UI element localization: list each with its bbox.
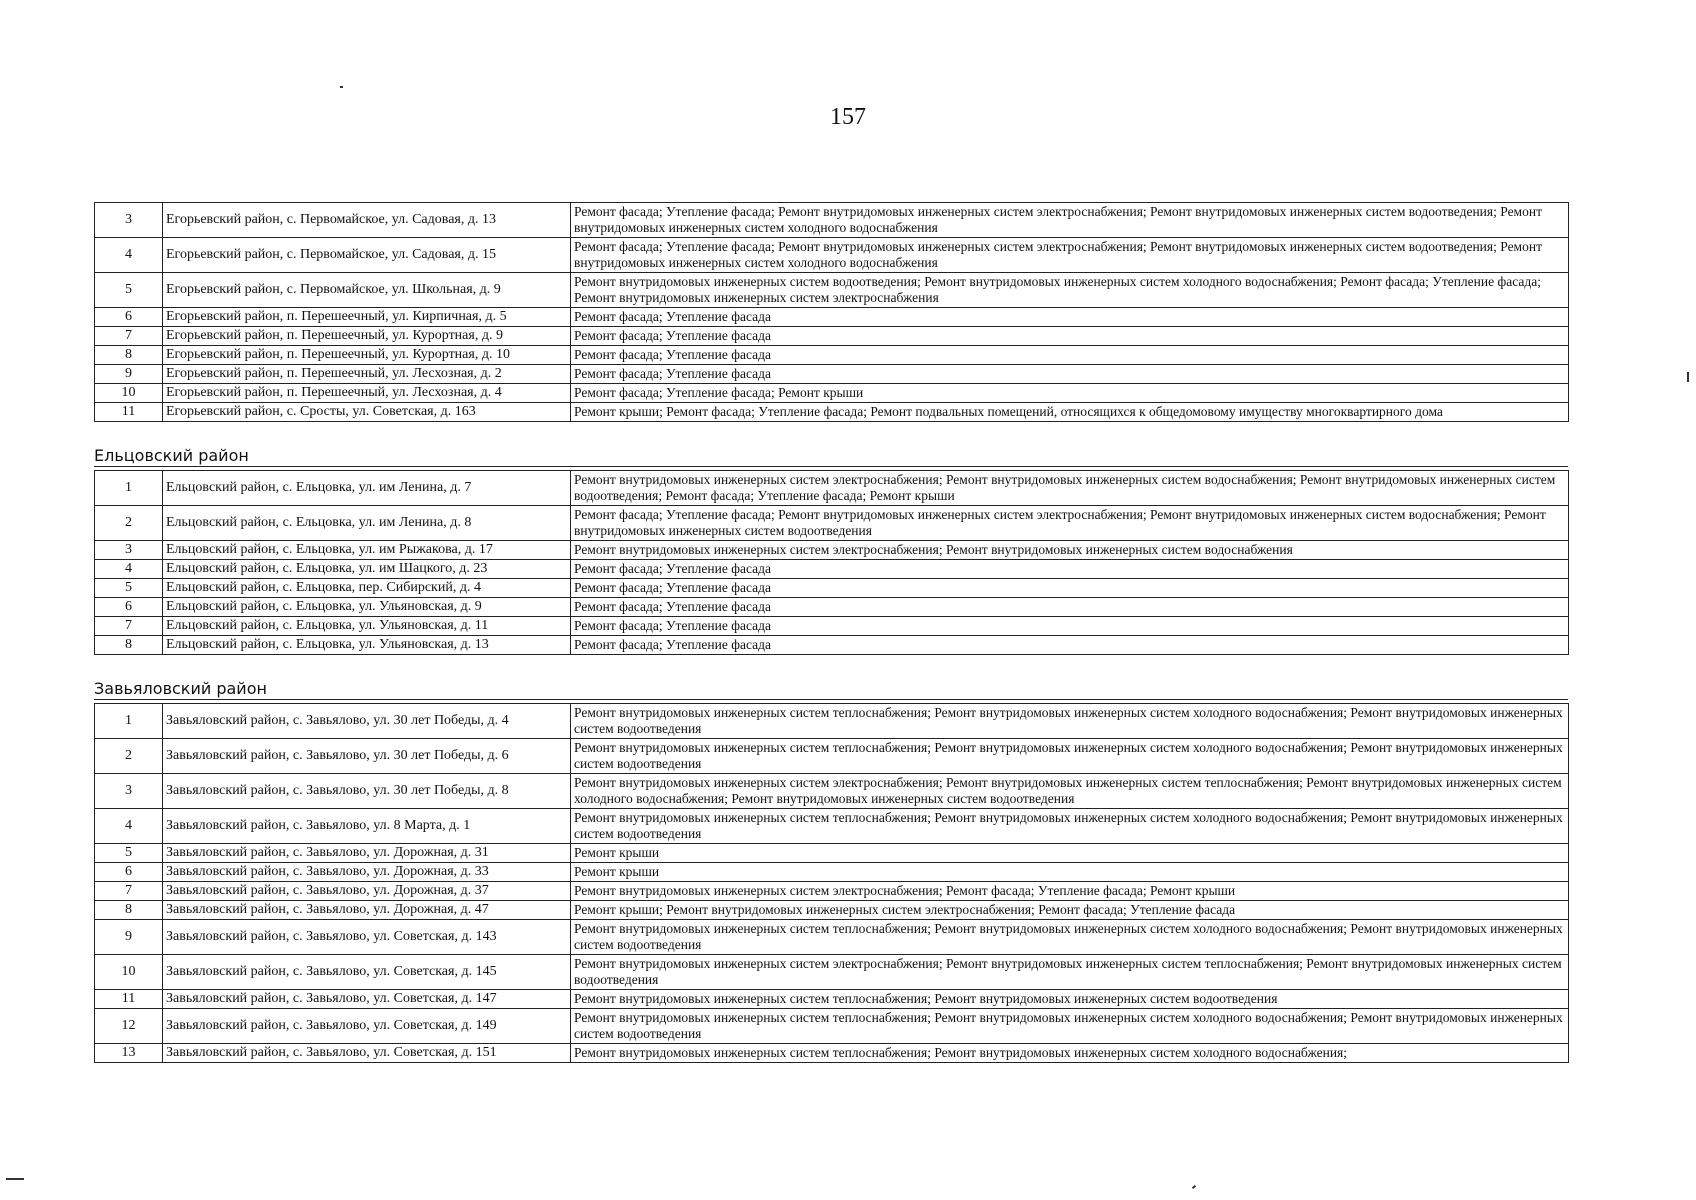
table-row [95, 704, 1569, 739]
table-row [95, 598, 1569, 617]
row-works: Ремонт фасада; Утепление фасада [571, 365, 1569, 384]
row-number: 9 [95, 365, 163, 384]
table-row [95, 560, 1569, 579]
row-address: Егорьевский район, с. Сросты, ул. Советская, д. 163 [163, 403, 571, 422]
table-row [95, 327, 1569, 346]
section-title: Завьяловский район [94, 679, 1568, 700]
row-address: Егорьевский район, с. Первомайское, ул. Садовая, д. 15 [163, 238, 571, 273]
scan-artifact [1687, 372, 1689, 382]
table-row [95, 990, 1569, 1009]
table-row [95, 506, 1569, 541]
row-address: Завьяловский район, с. Завьялово, ул. Дорожная, д. 31 [163, 844, 571, 863]
row-number: 12 [95, 1009, 163, 1044]
row-works: Ремонт фасада; Утепление фасада; Ремонт внутридомовых инженерных систем электроснабжения; Ремонт внутридомовых инженерных систем водоотведения; Ремонт внутридомовых инженерных систем холодного водоснабжения [571, 203, 1569, 238]
table-row [95, 955, 1569, 990]
row-number: 5 [95, 273, 163, 308]
row-number: 6 [95, 863, 163, 882]
row-works: Ремонт крыши [571, 863, 1569, 882]
row-number: 5 [95, 579, 163, 598]
row-address: Завьяловский район, с. Завьялово, ул. Дорожная, д. 47 [163, 901, 571, 920]
table-row [95, 1044, 1569, 1063]
row-works: Ремонт фасада; Утепление фасада [571, 579, 1569, 598]
row-number: 3 [95, 541, 163, 560]
row-address: Завьяловский район, с. Завьялово, ул. 8 Марта, д. 1 [163, 809, 571, 844]
table-row [95, 384, 1569, 403]
row-works: Ремонт внутридомовых инженерных систем теплоснабжения; Ремонт внутридомовых инженерных систем холодного водоснабжения; Ремонт внутридомовых инженерных систем водоотведения [571, 739, 1569, 774]
row-works: Ремонт внутридомовых инженерных систем электроснабжения; Ремонт внутридомовых инженерных систем водоснабжения; Ремонт внутридомовых инженерных систем водоотведения; Ремонт фасада; Утепление фасада; Ремонт крыши [571, 471, 1569, 506]
works-table [94, 703, 1569, 1063]
row-works: Ремонт фасада; Утепление фасада [571, 636, 1569, 655]
table-row [95, 636, 1569, 655]
row-address: Егорьевский район, п. Перешеечный, ул. Кирпичная, д. 5 [163, 308, 571, 327]
row-number: 1 [95, 704, 163, 739]
row-number: 7 [95, 327, 163, 346]
row-number: 11 [95, 990, 163, 1009]
scan-artifact [1192, 1185, 1196, 1189]
row-address: Завьяловский район, с. Завьялово, ул. Дорожная, д. 33 [163, 863, 571, 882]
table-row [95, 471, 1569, 506]
table-row [95, 863, 1569, 882]
row-number: 10 [95, 384, 163, 403]
works-table [94, 202, 1569, 422]
row-number: 2 [95, 739, 163, 774]
row-works: Ремонт фасада; Утепление фасада [571, 560, 1569, 579]
row-works: Ремонт крыши; Ремонт внутридомовых инженерных систем электроснабжения; Ремонт фасада; Утепление фасада [571, 901, 1569, 920]
row-number: 7 [95, 882, 163, 901]
row-number: 10 [95, 955, 163, 990]
table-row [95, 920, 1569, 955]
row-address: Завьяловский район, с. Завьялово, ул. Советская, д. 143 [163, 920, 571, 955]
row-address: Егорьевский район, с. Первомайское, ул. Школьная, д. 9 [163, 273, 571, 308]
table-row [95, 346, 1569, 365]
row-works: Ремонт внутридомовых инженерных систем электроснабжения; Ремонт внутридомовых инженерных систем теплоснабжения; Ремонт внутридомовых инженерных систем водоотведения [571, 955, 1569, 990]
row-works: Ремонт фасада; Утепление фасада [571, 598, 1569, 617]
section-title: Ельцовский район [94, 446, 1568, 467]
row-address: Завьяловский район, с. Завьялово, ул. Советская, д. 149 [163, 1009, 571, 1044]
scan-artifact [340, 86, 343, 88]
table-row [95, 1009, 1569, 1044]
row-address: Завьяловский район, с. Завьялово, ул. Советская, д. 151 [163, 1044, 571, 1063]
row-works: Ремонт внутридомовых инженерных систем теплоснабжения; Ремонт внутридомовых инженерных систем холодного водоснабжения; Ремонт внутридомовых инженерных систем водоотведения [571, 809, 1569, 844]
row-address: Егорьевский район, п. Перешеечный, ул. Лесхозная, д. 2 [163, 365, 571, 384]
row-works: Ремонт внутридомовых инженерных систем водоотведения; Ремонт внутридомовых инженерных систем холодного водоснабжения; Ремонт фасада; Утепление фасада; Ремонт внутридомовых инженерных систем электроснабжения [571, 273, 1569, 308]
table-row [95, 901, 1569, 920]
row-works: Ремонт внутридомовых инженерных систем электроснабжения; Ремонт внутридомовых инженерных систем теплоснабжения; Ремонт внутридомовых инженерных систем холодного водоснабжения; Ремонт внутридомовых инженерных систем водоотведения [571, 774, 1569, 809]
row-works: Ремонт фасада; Утепление фасада; Ремонт крыши [571, 384, 1569, 403]
row-works: Ремонт крыши; Ремонт фасада; Утепление фасада; Ремонт подвальных помещений, относящихся к общедомовому имуществу многоквартирного дома [571, 403, 1569, 422]
table-row [95, 774, 1569, 809]
table-row [95, 579, 1569, 598]
row-works: Ремонт фасада; Утепление фасада [571, 346, 1569, 365]
row-number: 4 [95, 238, 163, 273]
row-works: Ремонт фасада; Утепление фасада [571, 617, 1569, 636]
row-number: 4 [95, 560, 163, 579]
row-address: Завьяловский район, с. Завьялово, ул. Советская, д. 147 [163, 990, 571, 1009]
row-address: Ельцовский район, с. Ельцовка, ул. им Ленина, д. 8 [163, 506, 571, 541]
table-row [95, 403, 1569, 422]
row-works: Ремонт внутридомовых инженерных систем теплоснабжения; Ремонт внутридомовых инженерных систем холодного водоснабжения; Ремонт внутридомовых инженерных систем водоотведения [571, 1009, 1569, 1044]
table-row [95, 844, 1569, 863]
row-number: 2 [95, 506, 163, 541]
row-works: Ремонт внутридомовых инженерных систем теплоснабжения; Ремонт внутридомовых инженерных систем холодного водоснабжения; Ремонт внутридомовых инженерных систем водоотведения [571, 704, 1569, 739]
row-address: Ельцовский район, с. Ельцовка, ул. Ульяновская, д. 9 [163, 598, 571, 617]
table-row [95, 273, 1569, 308]
row-number: 5 [95, 844, 163, 863]
table-row [95, 238, 1569, 273]
row-address: Ельцовский район, с. Ельцовка, ул. им Ленина, д. 7 [163, 471, 571, 506]
scan-artifact [6, 1178, 24, 1180]
row-number: 6 [95, 598, 163, 617]
row-number: 3 [95, 203, 163, 238]
table-row [95, 203, 1569, 238]
row-number: 4 [95, 809, 163, 844]
row-number: 7 [95, 617, 163, 636]
row-works: Ремонт внутридомовых инженерных систем теплоснабжения; Ремонт внутридомовых инженерных систем холодного водоснабжения; [571, 1044, 1569, 1063]
row-number: 8 [95, 636, 163, 655]
row-works: Ремонт внутридомовых инженерных систем электроснабжения; Ремонт фасада; Утепление фасада; Ремонт крыши [571, 882, 1569, 901]
row-address: Ельцовский район, с. Ельцовка, ул. им Рыжакова, д. 17 [163, 541, 571, 560]
row-address: Завьяловский район, с. Завьялово, ул. Советская, д. 145 [163, 955, 571, 990]
row-works: Ремонт фасада; Утепление фасада; Ремонт внутридомовых инженерных систем электроснабжения; Ремонт внутридомовых инженерных систем водоотведения; Ремонт внутридомовых инженерных систем холодного водоснабжения [571, 238, 1569, 273]
table-row [95, 541, 1569, 560]
row-number: 9 [95, 920, 163, 955]
table-row [95, 617, 1569, 636]
table-row [95, 739, 1569, 774]
row-address: Завьяловский район, с. Завьялово, ул. 30 лет Победы, д. 4 [163, 704, 571, 739]
row-works: Ремонт крыши [571, 844, 1569, 863]
row-works: Ремонт фасада; Утепление фасада [571, 308, 1569, 327]
row-address: Ельцовский район, с. Ельцовка, ул. Ульяновская, д. 13 [163, 636, 571, 655]
row-works: Ремонт внутридомовых инженерных систем электроснабжения; Ремонт внутридомовых инженерных систем водоснабжения [571, 541, 1569, 560]
row-number: 11 [95, 403, 163, 422]
row-address: Завьяловский район, с. Завьялово, ул. 30 лет Победы, д. 6 [163, 739, 571, 774]
row-address: Егорьевский район, с. Первомайское, ул. Садовая, д. 13 [163, 203, 571, 238]
row-works: Ремонт фасада; Утепление фасада [571, 327, 1569, 346]
row-works: Ремонт фасада; Утепление фасада; Ремонт внутридомовых инженерных систем электроснабжения; Ремонт внутридомовых инженерных систем водоснабжения; Ремонт внутридомовых инженерных систем водоотведения [571, 506, 1569, 541]
row-number: 13 [95, 1044, 163, 1063]
row-address: Ельцовский район, с. Ельцовка, ул. им Шацкого, д. 23 [163, 560, 571, 579]
row-number: 8 [95, 346, 163, 365]
table-row [95, 882, 1569, 901]
table-row [95, 308, 1569, 327]
document-body [94, 202, 1568, 1063]
row-address: Ельцовский район, с. Ельцовка, пер. Сибирский, д. 4 [163, 579, 571, 598]
row-works: Ремонт внутридомовых инженерных систем теплоснабжения; Ремонт внутридомовых инженерных систем водоотведения [571, 990, 1569, 1009]
row-address: Завьяловский район, с. Завьялово, ул. Дорожная, д. 37 [163, 882, 571, 901]
row-address: Завьяловский район, с. Завьялово, ул. 30 лет Победы, д. 8 [163, 774, 571, 809]
row-address: Егорьевский район, п. Перешеечный, ул. Лесхозная, д. 4 [163, 384, 571, 403]
works-table [94, 470, 1569, 655]
row-works: Ремонт внутридомовых инженерных систем теплоснабжения; Ремонт внутридомовых инженерных систем холодного водоснабжения; Ремонт внутридомовых инженерных систем водоотведения [571, 920, 1569, 955]
table-row [95, 365, 1569, 384]
row-number: 3 [95, 774, 163, 809]
page-number: 157 [830, 104, 866, 130]
table-row [95, 809, 1569, 844]
row-address: Егорьевский район, п. Перешеечный, ул. Курортная, д. 9 [163, 327, 571, 346]
row-number: 8 [95, 901, 163, 920]
row-number: 6 [95, 308, 163, 327]
row-address: Ельцовский район, с. Ельцовка, ул. Ульяновская, д. 11 [163, 617, 571, 636]
row-address: Егорьевский район, п. Перешеечный, ул. Курортная, д. 10 [163, 346, 571, 365]
row-number: 1 [95, 471, 163, 506]
